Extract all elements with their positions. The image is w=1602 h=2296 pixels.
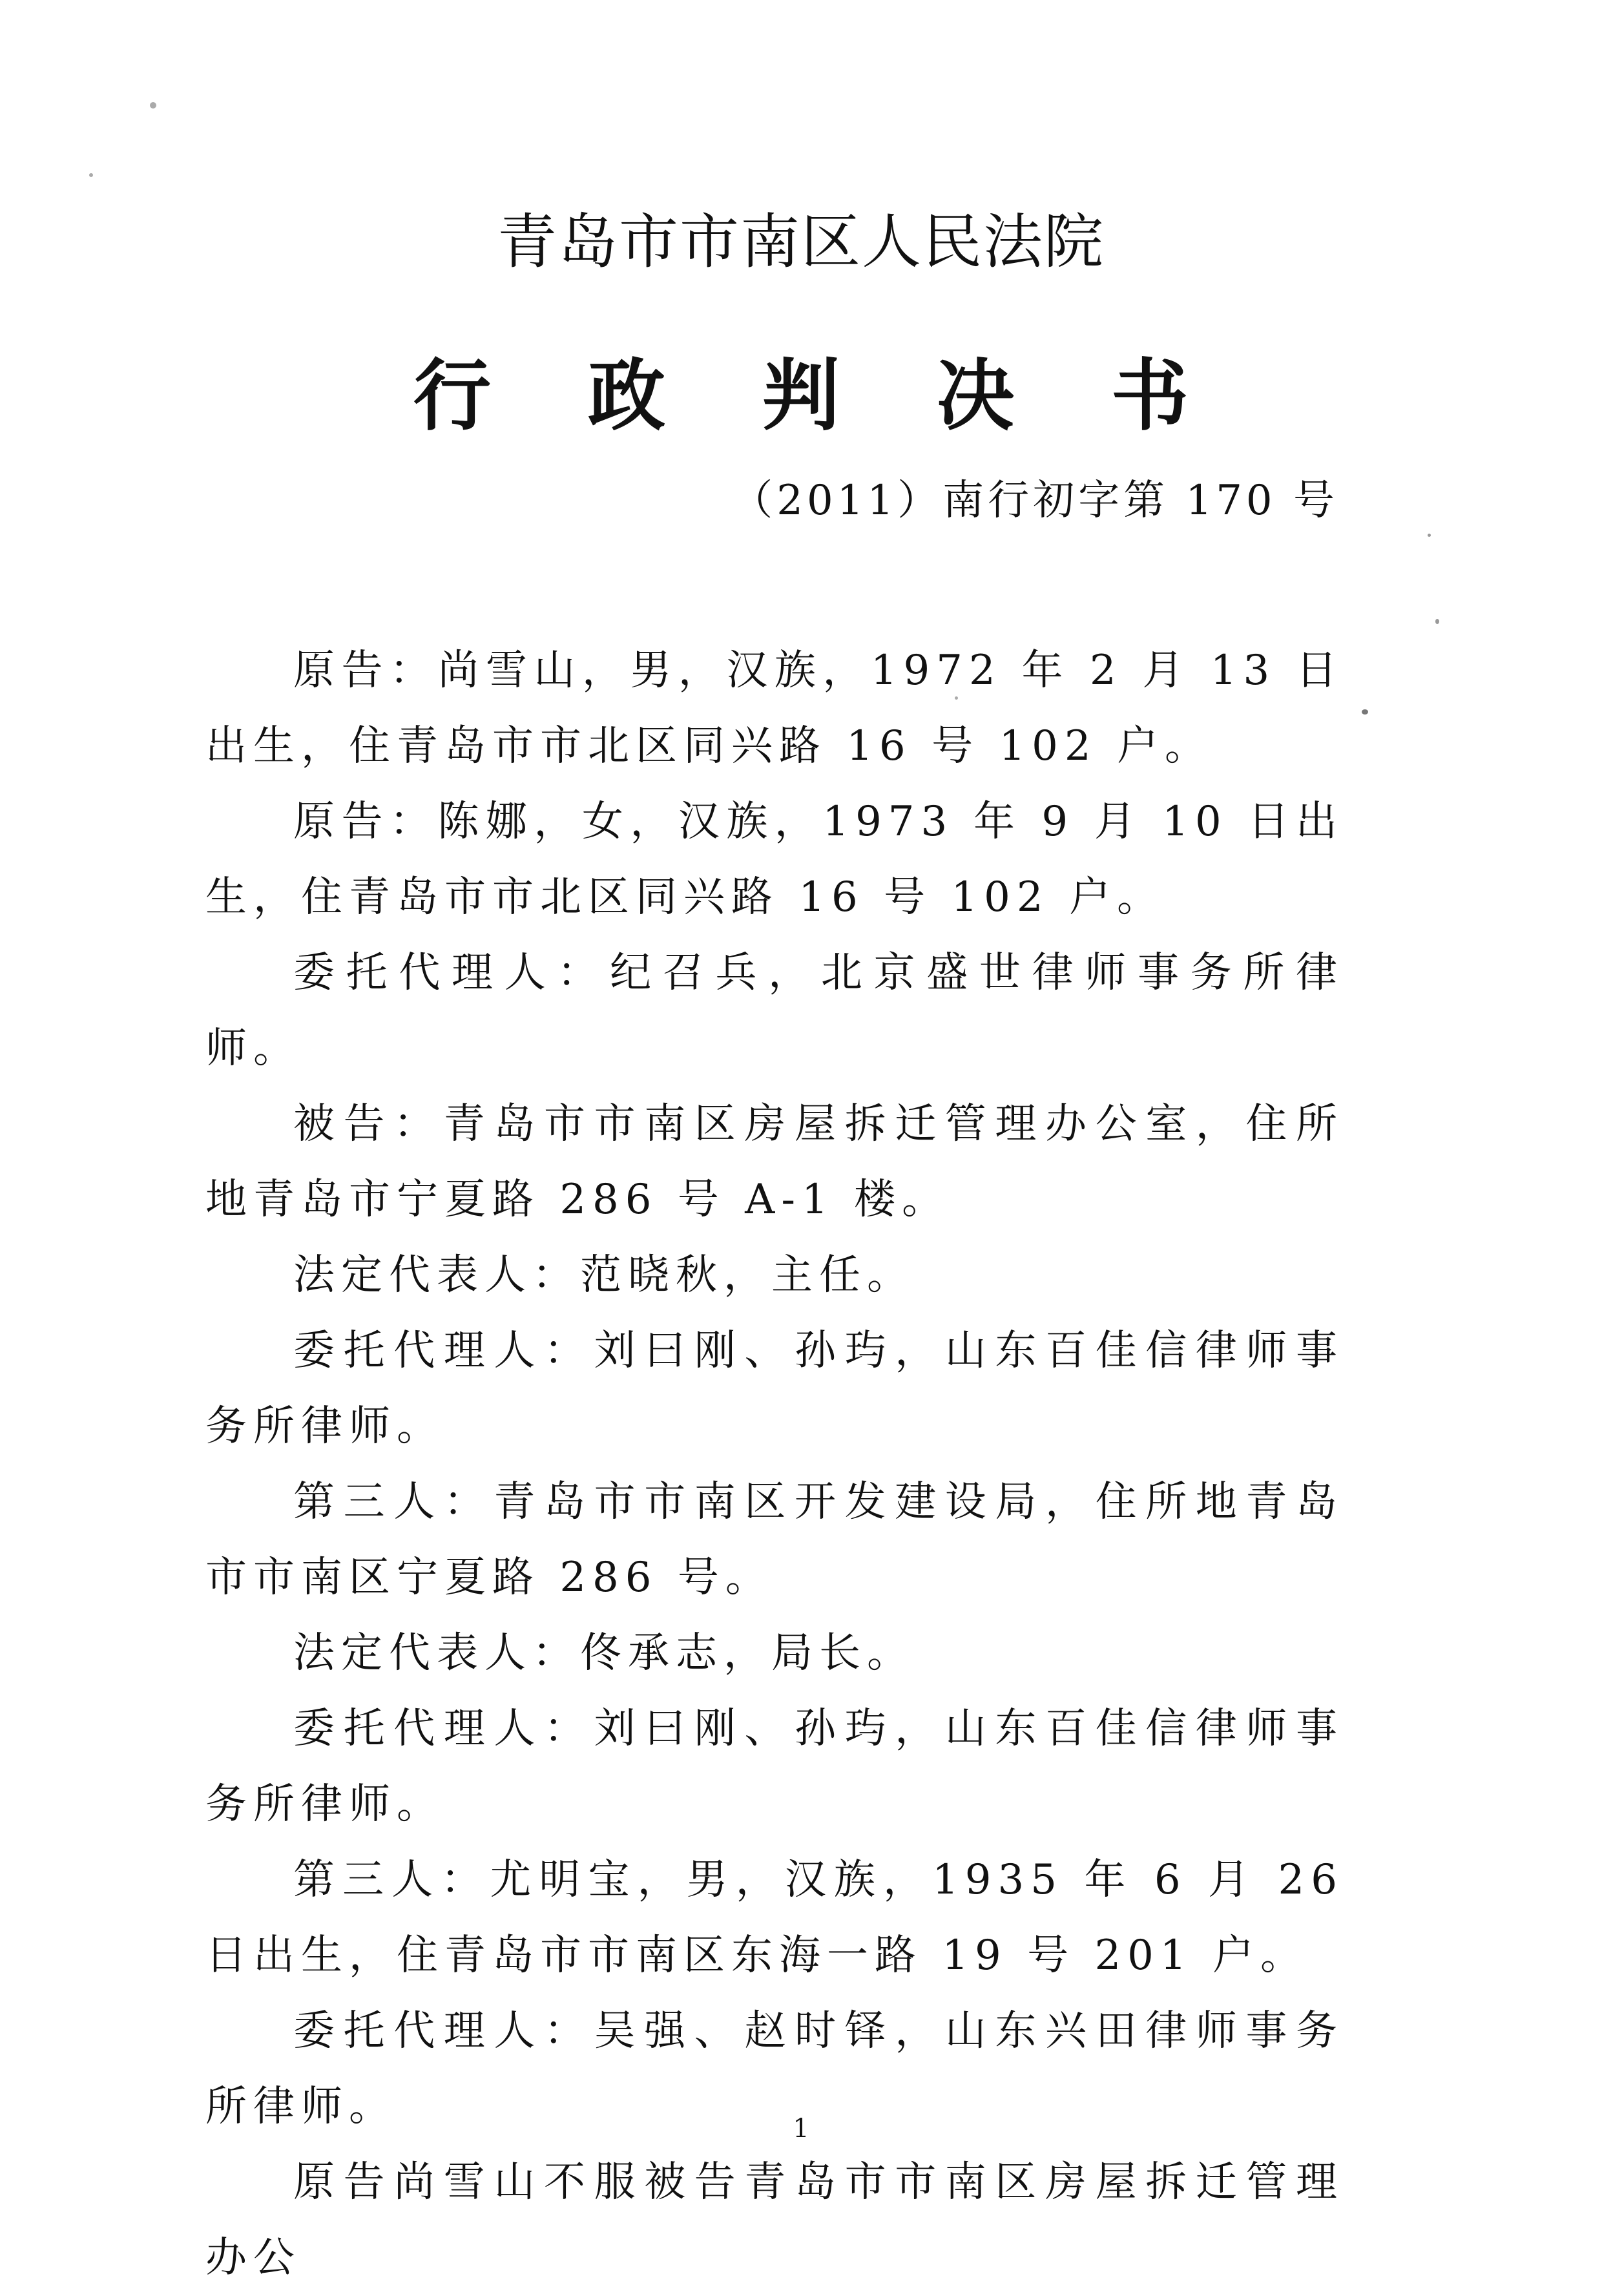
paragraph-third-party-1-representative: 法定代表人：佟承志，局长。 [293,1629,915,1677]
scan-speck [1362,709,1368,715]
paragraph-plaintiff-agent: 委托代理人：纪召兵，北京盛世律师事务所律师。 [205,949,1344,1072]
paragraph-case-summary: 原告尚雪山不服被告青岛市市南区房屋拆迁管理办公 [205,2158,1344,2282]
court-name: 青岛市市南区人民法院 [497,207,1105,277]
paragraph-third-party-2: 第三人：尤明宝，男，汉族，1935 年 6 月 26 日出生，住青岛市市南区东海一路 19 号 201 户。 [205,1856,1344,1979]
scan-speck [89,173,93,177]
paragraph-defendant-representative: 法定代表人：范晓秋，主任。 [293,1251,915,1299]
scan-speck [150,102,156,109]
paragraph-third-party-2-agent: 委托代理人：吴强、赵时铎，山东兴田律师事务所律师。 [205,2007,1344,2131]
paragraph-third-party-1: 第三人：青岛市市南区开发建设局，住所地青岛市市南区宁夏路 286 号。 [205,1478,1344,1602]
scan-speck [1428,534,1431,537]
paragraph-third-party-1-agent: 委托代理人：刘曰刚、孙玙，山东百佳信律师事务所律师。 [205,1705,1344,1828]
document-body [205,633,1344,2296]
paragraph-defendant-agent: 委托代理人：刘曰刚、孙玙，山东百佳信律师事务所律师。 [205,1327,1344,1450]
paragraph-plaintiff-2: 原告：陈娜，女，汉族，1973 年 9 月 10 日出生，住青岛市市北区同兴路 16 号 102 户。 [205,798,1344,921]
paragraph-defendant: 被告：青岛市市南区房屋拆迁管理办公室，住所地青岛市宁夏路 286 号 A-1 楼。 [205,1100,1344,1224]
scan-speck [955,696,958,700]
paragraph-plaintiff-1: 原告：尚雪山，男，汉族，1972 年 2 月 13 日出生，住青岛市市北区同兴路 16 号 102 户。 [205,647,1344,770]
document-title: 行政判决书 [413,350,1285,441]
scan-speck [1435,619,1439,624]
page-number: 1 [793,2114,809,2144]
case-number: （2011）南行初字第 170 号 [731,477,1338,525]
